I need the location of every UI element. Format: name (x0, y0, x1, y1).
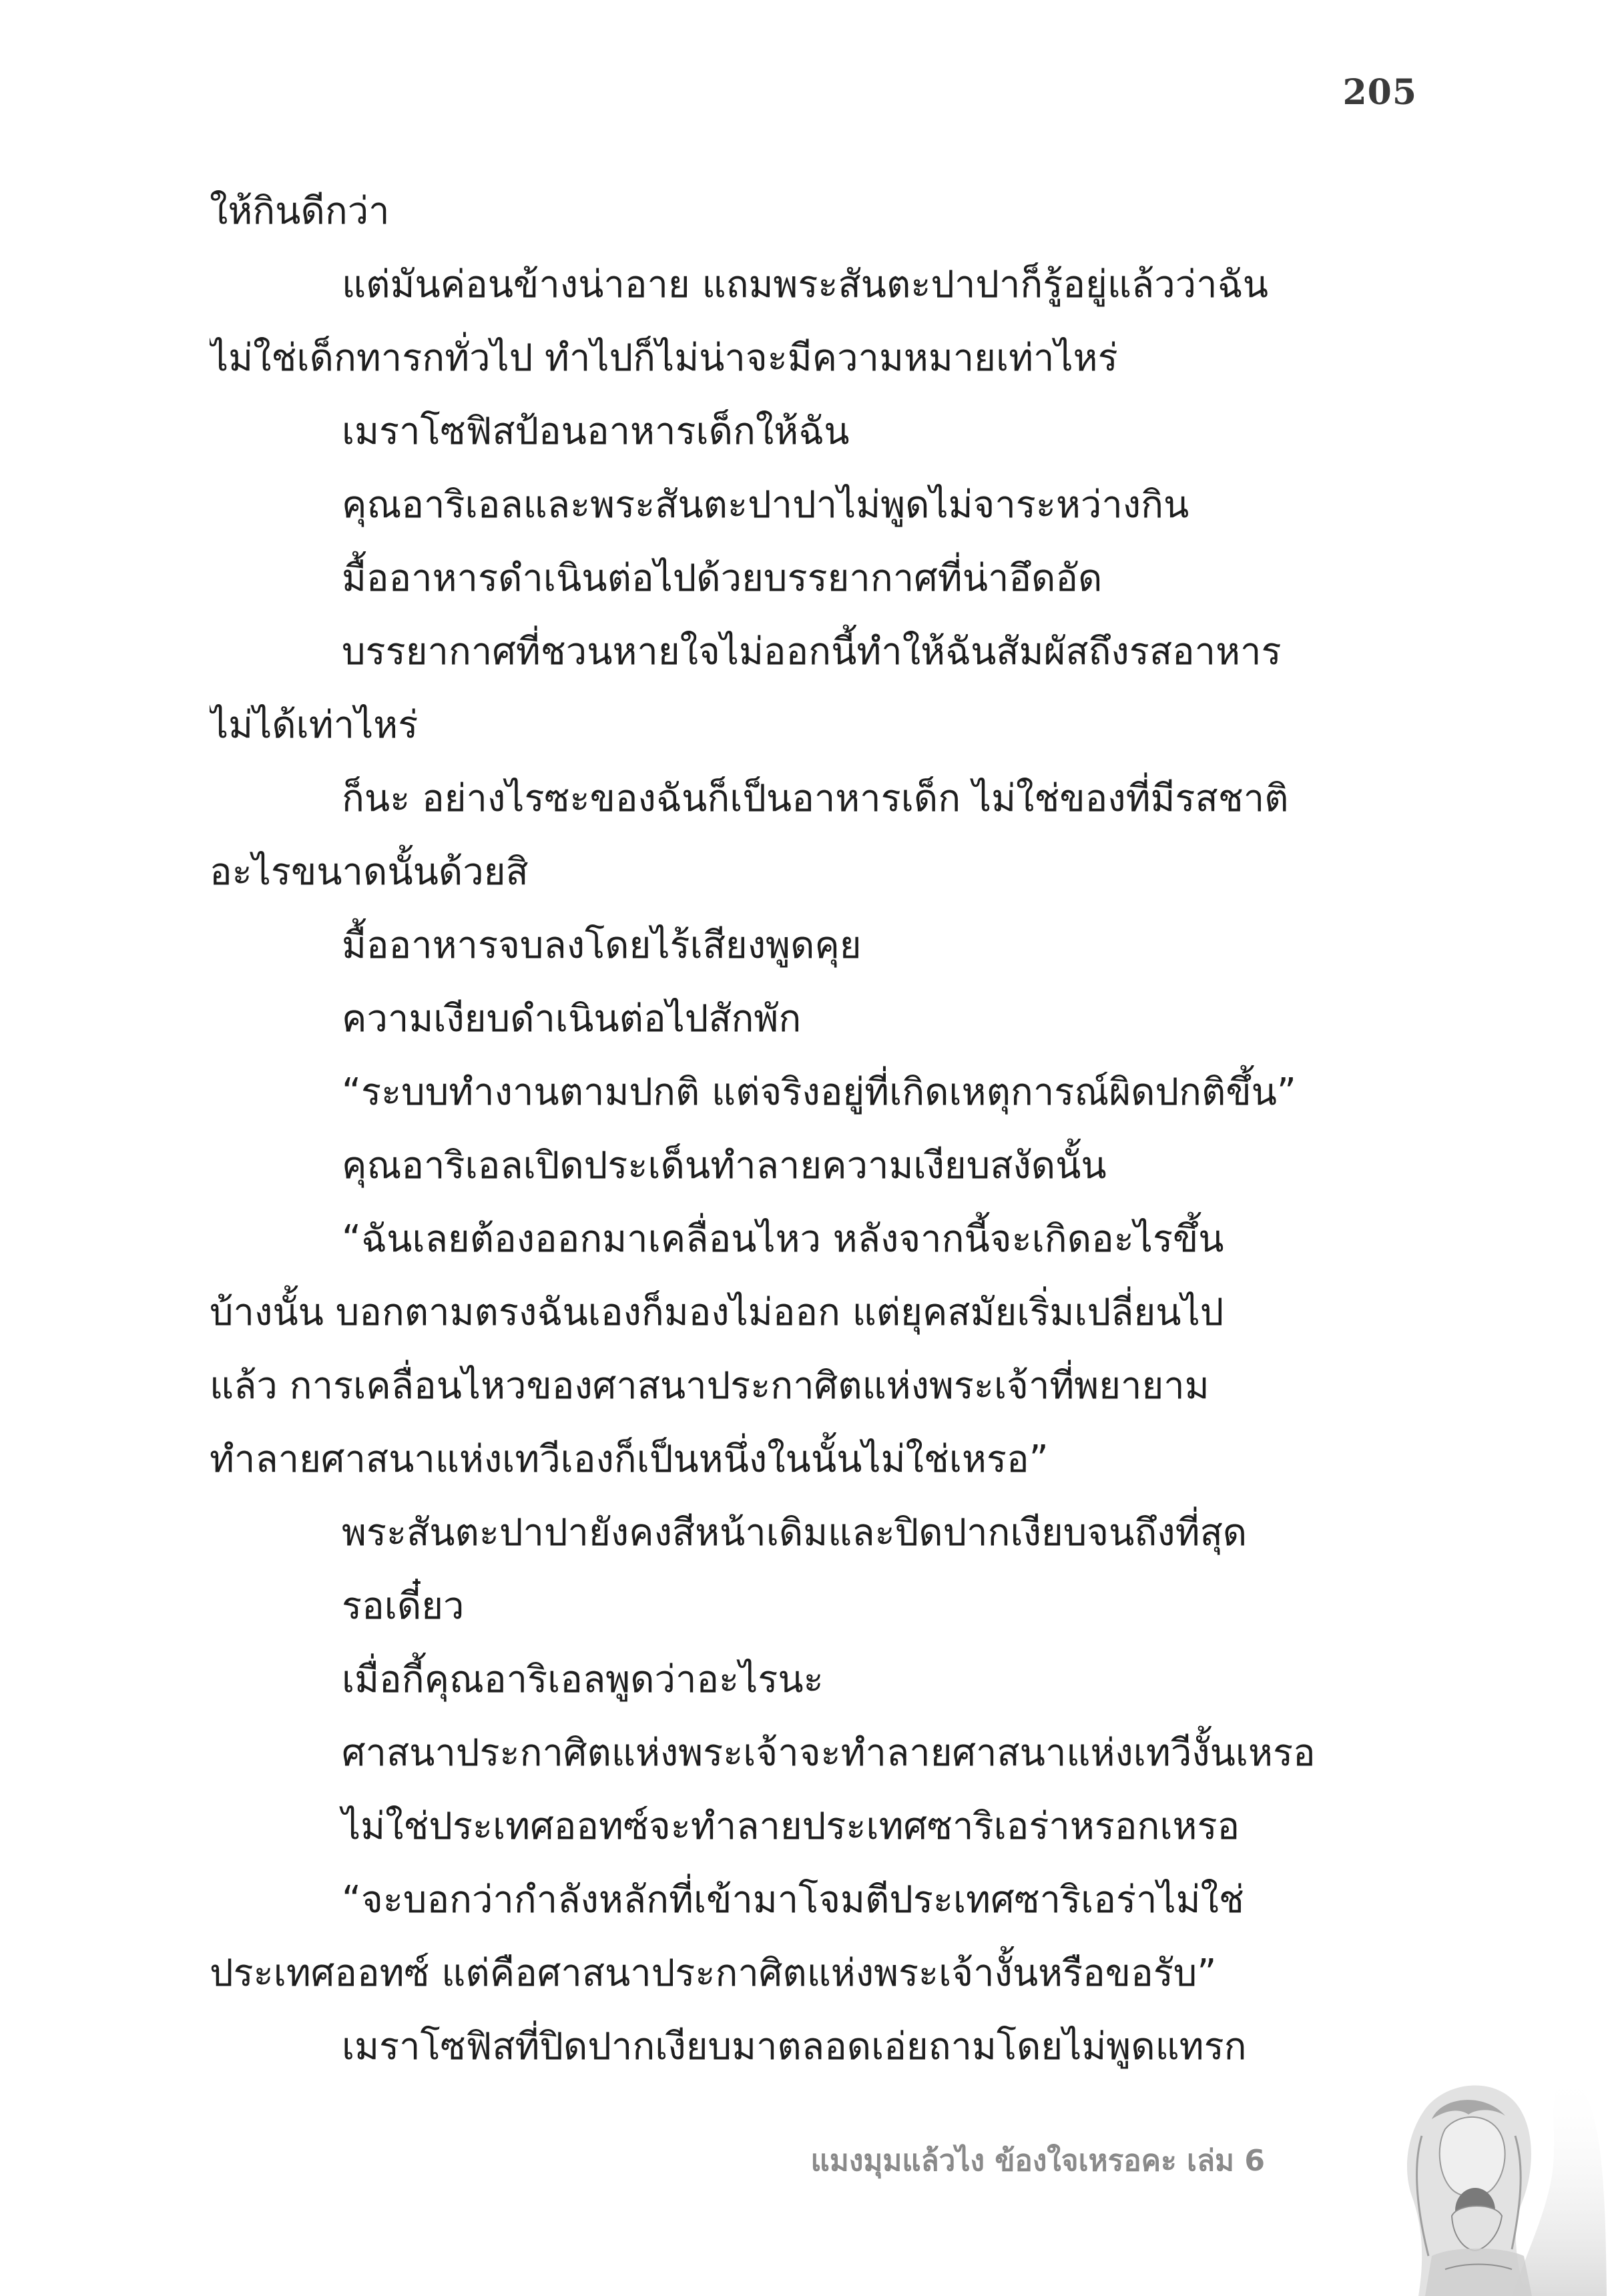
text-line: ประเทศออทซ์ แต่คือศาสนาประกาศิตแห่งพระเจ้างั้นหรือขอรับ” (210, 1952, 1217, 1995)
text-line: ไม่ใช่เด็กทารกทั่วไป ทำไปก็ไม่น่าจะมีความหมายเท่าไหร่ (210, 336, 1118, 380)
text-line: “ฉันเลยต้องออกมาเคลื่อนไหว หลังจากนี้จะเกิดอะไรขึ้น (342, 1217, 1224, 1261)
text-line: บรรยากาศที่ชวนหายใจไม่ออกนี้ทำให้ฉันสัมผัสถึงรสอาหาร (342, 630, 1282, 673)
text-line: มื้ออาหารจบลงโดยไร้เสียงพูดคุย (342, 924, 862, 967)
text-line: ไม่ใช่ประเทศออทซ์จะทำลายประเทศซาริเอร่าหรอกเหรอ (342, 1805, 1240, 1848)
text-line: คุณอาริเอลและพระสันตะปาปาไม่พูดไม่จาระหว่างกิน (342, 483, 1189, 527)
text-line: ให้กินดีกว่า (210, 190, 390, 233)
text-line: แต่มันค่อนข้างน่าอาย แถมพระสันตะปาปาก็รู้อยู่แล้วว่าฉัน (342, 263, 1268, 306)
page-number: 205 (1342, 72, 1417, 113)
text-line: ก็นะ อย่างไรซะของฉันก็เป็นอาหารเด็ก ไม่ใช่ของที่มีรสชาติ (342, 777, 1289, 820)
character-illustration (1345, 2056, 1612, 2296)
text-line: แล้ว การเคลื่อนไหวของศาสนาประกาศิตแห่งพระเจ้าที่พยายาม (210, 1364, 1210, 1408)
text-line: อะไรขนาดนั้นด้วยสิ (210, 850, 529, 894)
text-line: ไม่ได้เท่าไหร่ (210, 703, 419, 747)
footer-book-title: แมงมุมแล้วไง ข้องใจเหรอคะ เล่ม 6 (810, 2144, 1265, 2178)
text-line: บ้างนั้น บอกตามตรงฉันเองก็มองไม่ออก แต่ยุคสมัยเริ่มเปลี่ยนไป (210, 1291, 1224, 1334)
text-line: “จะบอกว่ากำลังหลักที่เข้ามาโจมตีประเทศซาริเอร่าไม่ใช่ (342, 1878, 1244, 1922)
text-line: มื้ออาหารดำเนินต่อไปด้วยบรรยากาศที่น่าอึดอัด (342, 557, 1103, 600)
text-line: เมราโซฟิสที่ปิดปากเงียบมาตลอดเอ่ยถามโดยไม่พูดแทรก (342, 2025, 1247, 2068)
text-line: “ระบบทำงานตามปกติ แต่จริงอยู่ที่เกิดเหตุการณ์ผิดปกติขึ้น” (342, 1071, 1296, 1114)
text-line: ทำลายศาสนาแห่งเทวีเองก็เป็นหนึ่งในนั้นไม่ใช่เหรอ” (210, 1438, 1049, 1481)
text-line: ความเงียบดำเนินต่อไปสักพัก (342, 997, 802, 1041)
text-line: เมราโซฟิสป้อนอาหารเด็กให้ฉัน (342, 410, 850, 453)
text-line: รอเดี๋ยว (342, 1585, 465, 1628)
text-line: คุณอาริเอลเปิดประเด็นทำลายความเงียบสงัดนั้น (342, 1144, 1107, 1187)
text-line: ศาสนาประกาศิตแห่งพระเจ้าจะทำลายศาสนาแห่งเทวีงั้นเหรอ (342, 1731, 1316, 1775)
body-text (210, 175, 1418, 2084)
text-line: เมื่อกี้คุณอาริเอลพูดว่าอะไรนะ (342, 1658, 824, 1701)
text-line: พระสันตะปาปายังคงสีหน้าเดิมและปิดปากเงียบจนถึงที่สุด (342, 1511, 1248, 1554)
